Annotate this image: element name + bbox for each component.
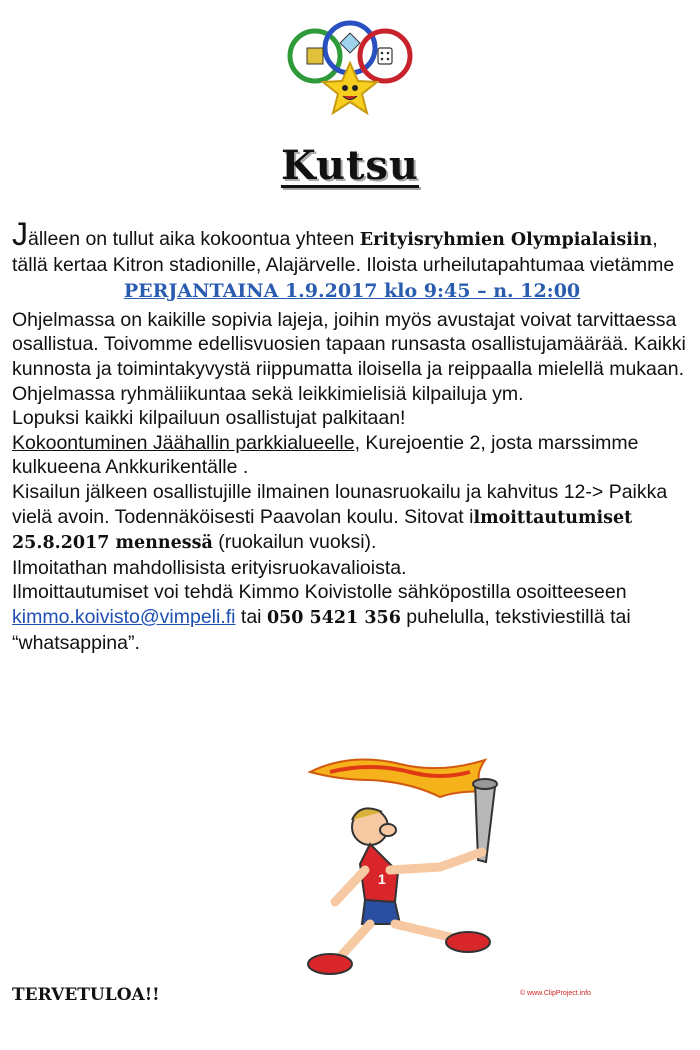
svg-text:1: 1 [378, 871, 386, 887]
email-link[interactable]: kimmo.koivisto@vimpeli.fi [12, 605, 236, 628]
event-date: PERJANTAINA 1.9.2017 klo 9:45 – n. 12:00 [123, 280, 581, 303]
image-credit: © www.ClipProject.info [520, 990, 591, 997]
registration-deadline: lmoittautumiset 25.8.2017 mennessä [12, 507, 633, 554]
invitation-body [12, 216, 692, 655]
welcome-text: TERVETULOA!! [12, 985, 160, 1005]
meeting-paragraph: Kokoontuminen Jäähallin parkkialueelle, Kurejoentie 2, josta marssimme kulkueena Ankkurikentälle . [12, 431, 639, 479]
olympic-star-logo-icon [285, 18, 415, 128]
torch-runner-icon [290, 752, 520, 987]
lunch-paragraph: Kisailun jälkeen osallistujille ilmainen lounasruokailu ja kahvitus 12-> Paikka vielä avoin. Todennäköisesti Paavolan koulu. Sitovat ilmoittautumiset 25.8.2017 mennessä (ruokailun vuoksi). [12, 480, 668, 554]
phone-number: 050 5421 356 [266, 607, 401, 628]
event-name: Erityisryhmien Olympialaisiin [359, 230, 653, 250]
diet-paragraph: Ilmoitathan mahdollisista erityisruokavalioista. [12, 556, 407, 579]
program-paragraph: Ohjelmassa on kaikille sopivia lajeja, joihin myös avustajat voivat tarvittaessa osallistua. Toivomme edellisvuosien tapaan runsasta osallistujamäärää. Kaikki kunnosta ja toimintakyvystä riippumatta iloisella ja reippaalla mielellä mukaan. [12, 308, 686, 380]
intro-paragraph: Jälleen on tullut aika kokoontua yhteen Erityisryhmien Olympialaisiin, tällä kertaa Kitron stadionille, Alajärvelle. Iloista urheilutapahtumaa vietämme [12, 216, 675, 276]
dropcap-letter: J [12, 216, 28, 252]
page-title: Kutsu [280, 142, 420, 189]
contact-paragraph: Ilmoittautumiset voi tehdä Kimmo Koivistolle sähköpostilla osoitteeseen kimmo.koivisto@vimpeli.fi tai 050 5421 356 puhelulla, tekstiviestillä tai “whatsappina”. [12, 581, 631, 654]
program-paragraph-2: Ohjelmassa ryhmäliikuntaa sekä leikkimielisiä kilpailuja ym. [12, 382, 524, 405]
meeting-place: Kokoontuminen Jäähallin parkkialueelle [12, 431, 355, 454]
awards-paragraph: Lopuksi kaikki kilpailuun osallistujat palkitaan! [12, 407, 406, 430]
